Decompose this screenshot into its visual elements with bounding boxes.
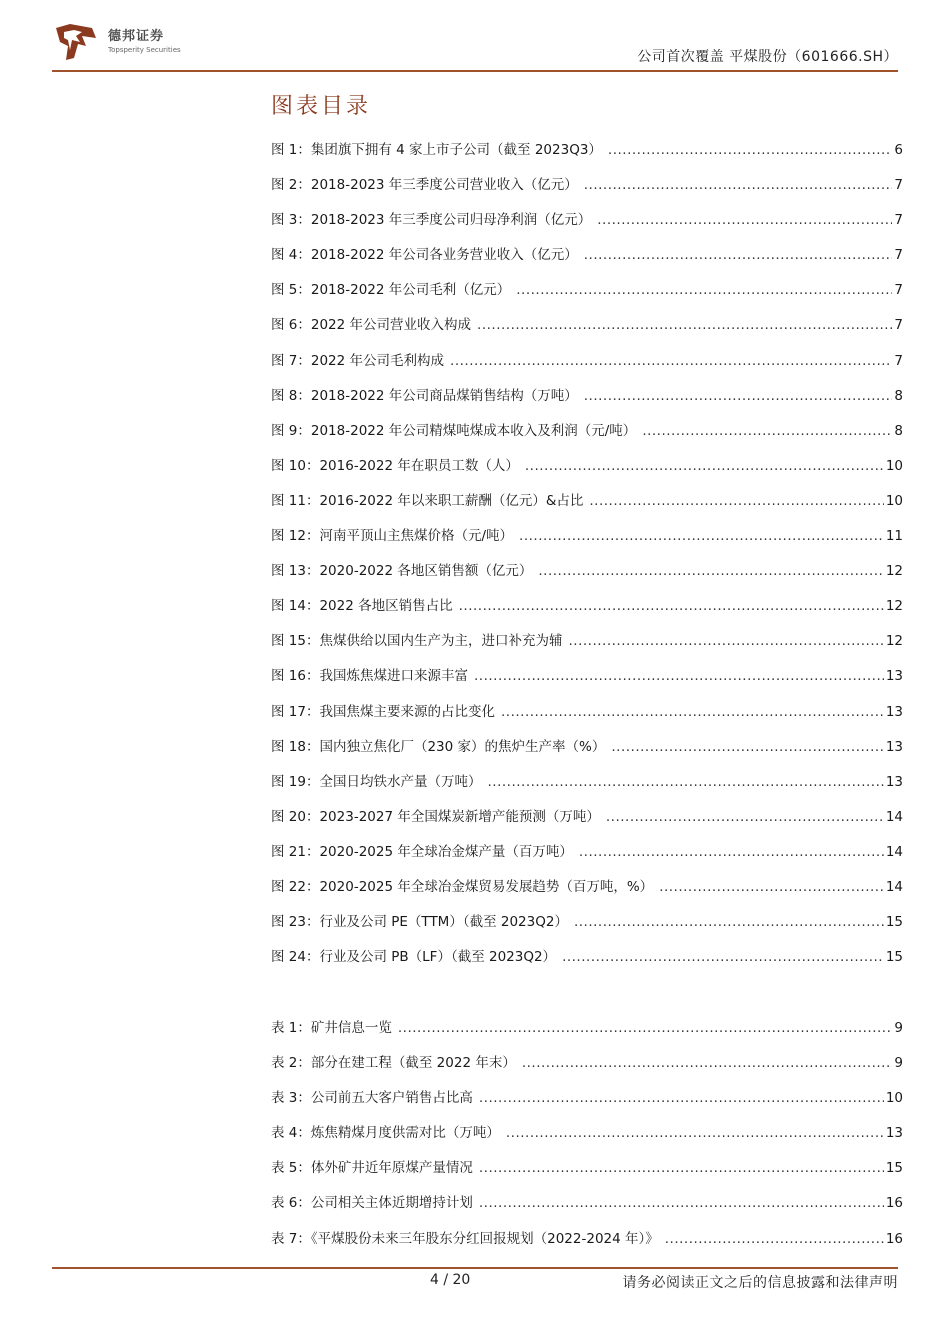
entry-page: 13 xyxy=(885,1125,903,1142)
figure-entry[interactable] xyxy=(271,840,903,875)
entry-label: 图 10：2016-2022 年在职员工数（人） xyxy=(271,457,519,474)
dot-leader xyxy=(584,247,893,263)
table-entry[interactable] xyxy=(271,1156,903,1191)
dot-leader xyxy=(501,704,884,720)
dot-leader xyxy=(522,1055,893,1071)
entry-page: 10 xyxy=(885,457,903,474)
dot-leader xyxy=(506,1125,884,1141)
entry-label: 表 2：部分在建工程（截至 2022 年末） xyxy=(271,1055,516,1072)
figure-entry[interactable] xyxy=(271,489,903,524)
dot-leader xyxy=(608,142,892,158)
dot-leader xyxy=(568,633,883,649)
page-title: 图表目录 xyxy=(271,94,372,119)
entry-label: 图 12：河南平顶山主焦煤价格（元/吨） xyxy=(271,528,514,545)
figure-entry[interactable] xyxy=(271,313,903,348)
dot-leader xyxy=(516,282,892,298)
entry-page: 8 xyxy=(894,387,903,404)
dot-leader xyxy=(479,1160,884,1176)
entry-label: 图 2：2018-2023 年三季度公司营业收入（亿元） xyxy=(271,177,578,194)
entry-page: 12 xyxy=(885,633,903,650)
entry-page: 13 xyxy=(885,668,903,685)
entry-page: 7 xyxy=(894,212,903,229)
table-entry[interactable] xyxy=(271,1051,903,1086)
figure-entry[interactable] xyxy=(271,559,903,594)
table-entry[interactable] xyxy=(271,1227,903,1262)
entry-label: 图 24：行业及公司 PB（LF）（截至 2023Q2） xyxy=(271,949,557,966)
figure-entry[interactable] xyxy=(271,910,903,945)
dot-leader xyxy=(519,528,884,544)
dot-leader xyxy=(398,1020,893,1036)
entry-page: 13 xyxy=(885,738,903,755)
dot-leader xyxy=(659,879,884,895)
page-number: 4 / 20 xyxy=(430,1272,471,1288)
entry-page: 12 xyxy=(885,598,903,615)
dot-leader xyxy=(611,739,883,755)
entry-label: 图 7：2022 年公司毛利构成 xyxy=(271,352,445,369)
entry-label: 图 19：全国日均铁水产量（万吨） xyxy=(271,773,482,790)
dot-leader xyxy=(642,423,892,439)
entry-page: 8 xyxy=(894,422,903,439)
entry-label: 图 6：2022 年公司营业收入构成 xyxy=(271,317,472,334)
entry-page: 12 xyxy=(885,563,903,580)
figure-entry[interactable] xyxy=(271,384,903,419)
entry-label: 图 15：焦煤供给以国内生产为主，进口补充为辅 xyxy=(271,633,563,650)
logo-name-cn: 德邦证券 xyxy=(108,29,165,44)
entry-label: 表 6：公司相关主体近期增持计划 xyxy=(271,1195,473,1212)
dot-leader xyxy=(562,949,884,965)
entry-page: 7 xyxy=(894,247,903,264)
figure-entry[interactable] xyxy=(271,349,903,384)
table-entry[interactable] xyxy=(271,1121,903,1156)
entry-label: 图 20：2023-2027 年全国煤炭新增产能预测（万吨） xyxy=(271,808,600,825)
figure-entry[interactable] xyxy=(271,173,903,208)
entry-label: 图 4：2018-2022 年公司各业务营业收入（亿元） xyxy=(271,247,578,264)
figure-entry[interactable] xyxy=(271,664,903,699)
table-list xyxy=(271,1016,903,1262)
entry-page: 14 xyxy=(885,843,903,860)
dot-leader xyxy=(589,493,883,509)
entry-label: 图 18：国内独立焦化厂（230 家）的焦炉生产率（%） xyxy=(271,738,606,755)
dot-leader xyxy=(450,353,892,369)
company-logo-icon xyxy=(52,22,98,62)
entry-label: 图 13：2020-2022 各地区销售额（亿元） xyxy=(271,563,533,580)
figure-entry[interactable] xyxy=(271,138,903,173)
entry-page: 7 xyxy=(894,352,903,369)
report-info: 公司首次覆盖 平煤股份（601666.SH） xyxy=(637,49,898,65)
entry-label: 图 8：2018-2022 年公司商品煤销售结构（万吨） xyxy=(271,387,578,404)
entry-page: 15 xyxy=(885,949,903,966)
dot-leader xyxy=(579,844,884,860)
entry-page: 10 xyxy=(885,492,903,509)
dot-leader xyxy=(584,177,893,193)
entry-page: 13 xyxy=(885,773,903,790)
entry-page: 11 xyxy=(885,528,903,545)
dot-leader xyxy=(597,212,892,228)
dot-leader xyxy=(574,914,884,930)
entry-page: 9 xyxy=(894,1055,903,1072)
dot-leader xyxy=(487,774,883,790)
figure-entry[interactable] xyxy=(271,243,903,278)
logo-name-en: Topsperity Securities xyxy=(108,46,181,54)
figure-list xyxy=(271,138,903,980)
entry-page: 15 xyxy=(885,914,903,931)
entry-page: 14 xyxy=(885,878,903,895)
entry-page: 6 xyxy=(894,142,903,158)
entry-label: 图 14：2022 各地区销售占比 xyxy=(271,598,453,615)
entry-label: 图 1：集团旗下拥有 4 家上市子公司（截至 2023Q3） xyxy=(271,142,602,158)
entry-page: 7 xyxy=(894,177,903,194)
entry-label: 图 23：行业及公司 PE（TTM）（截至 2023Q2） xyxy=(271,914,568,931)
dot-leader xyxy=(477,317,892,333)
entry-page: 15 xyxy=(885,1160,903,1177)
figure-entry[interactable] xyxy=(271,735,903,770)
figure-entry[interactable] xyxy=(271,770,903,805)
entry-label: 表 7：《平煤股份未来三年股东分红回报规划（2022-2024 年）》 xyxy=(271,1230,659,1247)
figure-entry[interactable] xyxy=(271,278,903,313)
figure-entry[interactable] xyxy=(271,454,903,489)
figure-entry[interactable] xyxy=(271,945,903,980)
table-entry[interactable] xyxy=(271,1191,903,1226)
footer-divider xyxy=(52,1267,898,1269)
entry-page: 16 xyxy=(885,1230,903,1247)
figure-entry[interactable] xyxy=(271,594,903,629)
figure-entry[interactable] xyxy=(271,700,903,735)
figure-entry[interactable] xyxy=(271,419,903,454)
header-divider xyxy=(52,70,898,72)
entry-label: 图 17：我国焦煤主要来源的占比变化 xyxy=(271,703,495,720)
dot-leader xyxy=(479,1090,884,1106)
entry-label: 表 4：炼焦精煤月度供需对比（万吨） xyxy=(271,1125,500,1142)
dot-leader xyxy=(474,668,884,684)
entry-page: 14 xyxy=(885,808,903,825)
figure-entry[interactable] xyxy=(271,208,903,243)
entry-label: 图 21：2020-2025 年全球冶金煤产量（百万吨） xyxy=(271,843,573,860)
entry-label: 图 22：2020-2025 年全球冶金煤贸易发展趋势（百万吨，%） xyxy=(271,878,654,895)
entry-label: 图 9：2018-2022 年公司精煤吨煤成本收入及利润（元/吨） xyxy=(271,422,637,439)
dot-leader xyxy=(479,1195,884,1211)
dot-leader xyxy=(584,388,893,404)
entry-page: 9 xyxy=(894,1020,903,1036)
figure-entry[interactable] xyxy=(271,875,903,910)
dot-leader xyxy=(459,598,884,614)
entry-label: 图 11：2016-2022 年以来职工薪酬（亿元）&占比 xyxy=(271,492,584,509)
dot-leader xyxy=(525,458,884,474)
entry-label: 图 5：2018-2022 年公司毛利（亿元） xyxy=(271,282,511,299)
dot-leader xyxy=(538,563,883,579)
table-entry[interactable] xyxy=(271,1016,903,1051)
legal-disclaimer: 请务必阅读正文之后的信息披露和法律声明 xyxy=(622,1275,898,1291)
figure-entry[interactable] xyxy=(271,629,903,664)
entry-label: 图 16：我国炼焦煤进口来源丰富 xyxy=(271,668,468,685)
entry-page: 13 xyxy=(885,703,903,720)
entry-label: 表 1：矿井信息一览 xyxy=(271,1020,392,1036)
company-logo xyxy=(52,22,181,62)
dot-leader xyxy=(665,1231,884,1247)
entry-label: 图 3：2018-2023 年三季度公司归母净利润（亿元） xyxy=(271,212,592,229)
figure-entry[interactable] xyxy=(271,805,903,840)
entry-page: 10 xyxy=(885,1090,903,1107)
entry-page: 7 xyxy=(894,317,903,334)
entry-label: 表 5：体外矿井近年原煤产量情况 xyxy=(271,1160,473,1177)
table-entry[interactable] xyxy=(271,1086,903,1121)
entry-page: 16 xyxy=(885,1195,903,1212)
figure-entry[interactable] xyxy=(271,524,903,559)
dot-leader xyxy=(606,809,884,825)
entry-label: 表 3：公司前五大客户销售占比高 xyxy=(271,1090,473,1107)
entry-page: 7 xyxy=(894,282,903,299)
